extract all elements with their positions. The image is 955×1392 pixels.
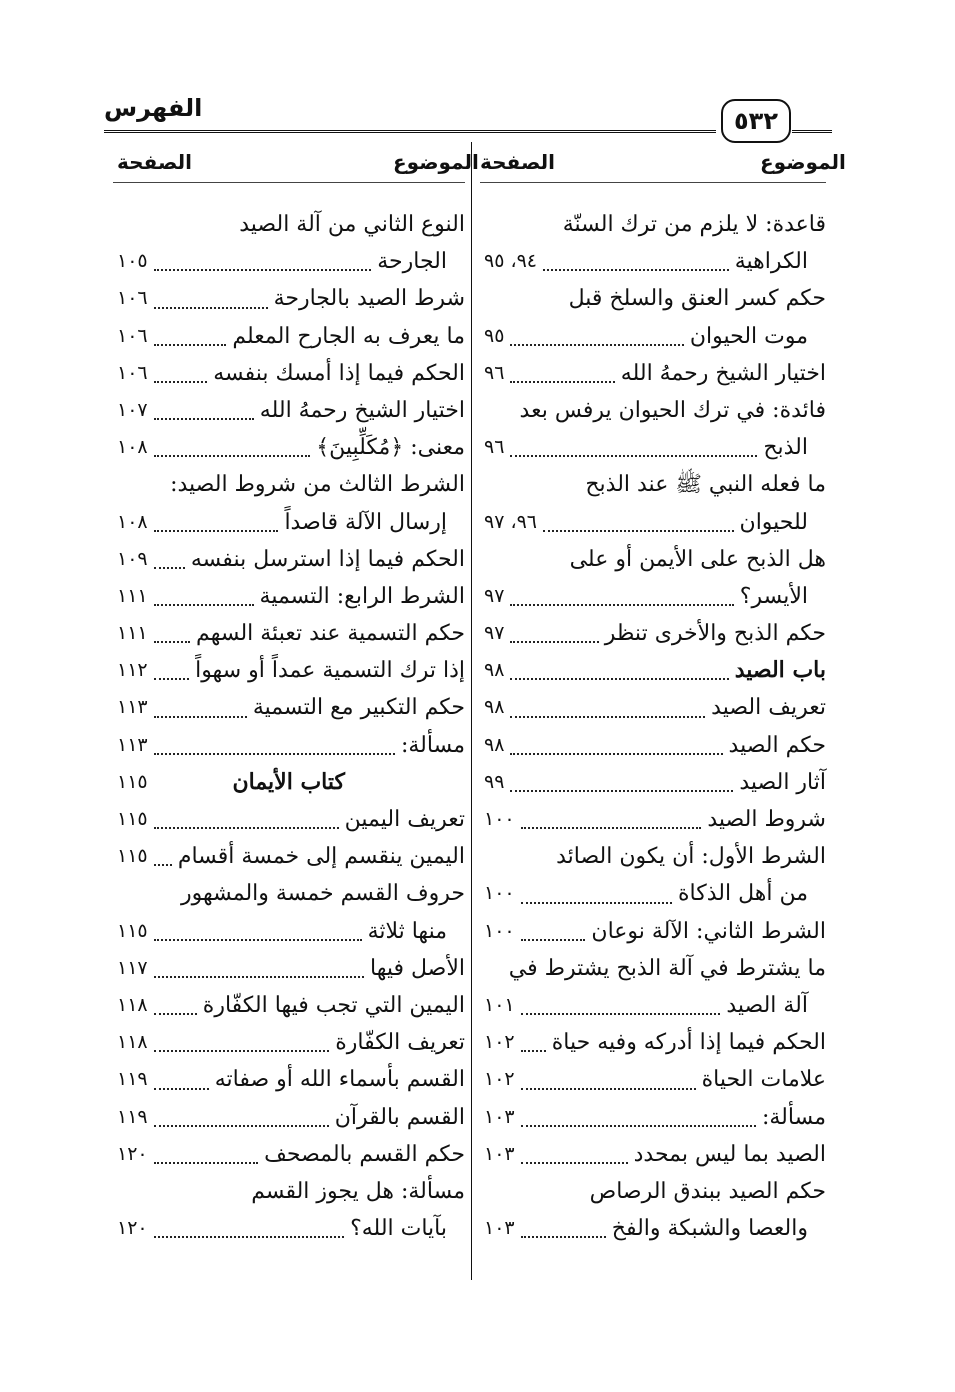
dot-leader <box>510 753 722 755</box>
dot-leader <box>154 641 190 643</box>
dot-leader <box>521 1088 696 1090</box>
entry-page: ٩٧ <box>484 584 505 607</box>
entry-page: ٩٥ <box>484 324 505 347</box>
index-entry <box>480 801 826 838</box>
entry-topic: حكم كسر العنق والسلخ قبل <box>568 286 826 312</box>
index-entry <box>113 392 465 429</box>
index-entry <box>480 243 826 280</box>
entry-topic: شرط الصيد بالجارحة <box>273 286 465 312</box>
index-entry <box>113 1136 465 1173</box>
dot-leader <box>543 530 734 532</box>
entry-topic: الأيسر؟ <box>739 583 808 609</box>
index-entry <box>480 987 826 1024</box>
left-topic-header: الموضوع <box>393 150 479 174</box>
dot-leader <box>543 269 729 271</box>
index-entry <box>113 875 465 912</box>
column-separator <box>471 142 472 1280</box>
index-entry <box>113 1099 465 1136</box>
entry-topic: معنى: ﴿مُكَلِّبِينَ﴾ <box>316 435 465 461</box>
index-entry <box>480 875 826 912</box>
index-entry <box>113 541 465 578</box>
entry-topic: إرسال الآلة قاصداً <box>284 509 447 535</box>
entry-topic: باب الصيد <box>734 657 826 684</box>
index-entry <box>480 429 826 466</box>
entry-topic: اختيار الشيخ رحمهُ الله <box>259 397 465 423</box>
entry-page: ١١٥ <box>117 808 148 830</box>
dot-leader <box>154 716 247 718</box>
index-entry <box>113 913 465 950</box>
entry-topic: تعريف اليمين <box>344 807 465 832</box>
index-entry <box>480 578 826 615</box>
index-entry <box>113 764 465 801</box>
dot-leader <box>154 381 208 383</box>
dot-leader <box>510 716 705 718</box>
entry-page: ١١٩ <box>117 1068 148 1091</box>
dot-leader <box>154 827 339 829</box>
right-header-rule <box>480 182 826 183</box>
index-entry <box>113 1061 465 1098</box>
index-entry <box>480 689 826 726</box>
entry-page: ١٠٦ <box>117 324 148 347</box>
index-entry <box>480 838 826 875</box>
index-entry <box>113 280 465 317</box>
entry-page: ١٠٠ <box>484 882 515 905</box>
right-page-header: الصفحة <box>480 150 556 174</box>
entry-page: ١٢٠ <box>117 1142 148 1165</box>
entry-page: ١١٩ <box>117 1105 148 1128</box>
entry-page: ١١١ <box>117 584 148 607</box>
entry-topic: حكم الصيد ببندق الرصاص <box>589 1178 826 1204</box>
dot-leader <box>154 1236 344 1238</box>
entry-page: ١١٨ <box>117 1031 148 1054</box>
right-index-column <box>480 206 826 1247</box>
dot-leader <box>510 455 757 457</box>
entry-topic: مسألة: <box>400 732 465 758</box>
header-rule-left <box>104 130 716 133</box>
entry-topic: تعريف الكفّارة <box>335 1030 465 1056</box>
entry-page: ١٠٣ <box>484 1142 515 1165</box>
index-entry <box>480 1210 826 1247</box>
entry-page: ١١١ <box>117 622 148 645</box>
entry-topic: الأصل فيها <box>370 955 465 981</box>
entry-page: ٩٦، ٩٧ <box>484 510 538 533</box>
dot-leader <box>521 827 702 829</box>
entry-page: ٩٨ <box>484 733 505 756</box>
dot-leader <box>521 1013 721 1015</box>
entry-topic: حكم التسمية عند تعبئة السهم <box>196 621 465 647</box>
dot-leader <box>154 753 395 755</box>
dot-leader <box>154 567 185 569</box>
index-entry <box>113 727 465 764</box>
entry-page: ١٠٥ <box>117 250 148 273</box>
entry-topic: حكم الذبح والأخرى تنظر <box>604 621 826 647</box>
entry-page: ١١٨ <box>117 993 148 1016</box>
entry-topic: بآيات الله؟ <box>350 1216 447 1242</box>
left-index-column <box>113 206 465 1247</box>
dot-leader <box>154 604 254 606</box>
entry-topic: إذا ترك التسمية عمداً أو سهواً <box>195 658 465 684</box>
entry-topic: ما يعرف به الجارح المعلم <box>232 323 465 349</box>
left-header-rule <box>113 182 465 183</box>
dot-leader <box>510 678 728 680</box>
entry-topic: للحيوان <box>739 509 808 535</box>
entry-topic: الشرط الثالث من شروط الصيد: <box>170 472 465 498</box>
entry-topic: الشرط الأول: أن يكون الصائد <box>556 844 826 870</box>
dot-leader <box>154 269 372 271</box>
dot-leader <box>154 1013 197 1015</box>
entry-page: ٩٦ <box>484 436 505 459</box>
entry-page: ١٠٠ <box>484 919 515 942</box>
entry-topic: الحكم فيما إذا أمسك بنفسه <box>213 360 465 386</box>
section-title: الفهرس <box>104 94 203 122</box>
index-entry <box>480 1061 826 1098</box>
entry-topic: مسألة: هل يجوز القسم <box>251 1178 465 1204</box>
entry-topic: الشرط الثاني: الآلة نوعان <box>591 918 826 944</box>
index-entry <box>480 1099 826 1136</box>
entry-topic: الكراهية <box>734 249 808 275</box>
index-entry <box>480 318 826 355</box>
entry-topic: القسم بأسماء الله أو صفاته <box>214 1067 465 1093</box>
index-entry <box>480 504 826 541</box>
dot-leader <box>521 1162 628 1164</box>
index-entry <box>113 578 465 615</box>
index-entry <box>480 764 826 801</box>
index-entry <box>480 541 826 578</box>
entry-topic: الحكم فيما إذا أدركه وفيه حياة <box>551 1030 826 1056</box>
entry-topic: حكم التكبير مع التسمية <box>252 695 465 721</box>
index-entry <box>480 950 826 987</box>
index-entry <box>113 206 465 243</box>
entry-page: ١٠٨ <box>117 510 148 533</box>
entry-page: ٩٩ <box>484 770 505 793</box>
index-entry <box>480 615 826 652</box>
index-entry <box>480 1024 826 1061</box>
entry-topic: الصيد بما ليس بمحدد <box>633 1141 826 1167</box>
entry-topic: هل الذبح على الأيمن أو على <box>569 546 826 572</box>
index-entry <box>113 652 465 689</box>
dot-leader <box>154 1162 258 1164</box>
entry-topic: فائدة: في ترك الحيوان يرفس بعد <box>519 397 826 423</box>
entry-topic: حكم القسم بالمصحف <box>264 1141 465 1167</box>
entry-topic: شروط الصيد <box>707 807 826 832</box>
entry-topic: القسم بالقرآن <box>334 1104 465 1130</box>
entry-page: ١٠٣ <box>484 1217 515 1240</box>
index-entry <box>113 355 465 392</box>
entry-topic: مسألة: <box>761 1104 826 1130</box>
index-entry <box>113 1210 465 1247</box>
entry-topic: آثار الصيد <box>739 769 826 795</box>
dot-leader <box>154 864 172 866</box>
index-entry <box>113 466 465 503</box>
dot-leader <box>510 604 733 606</box>
index-entry <box>480 206 826 243</box>
entry-topic: ما فعله النبي ﷺ عند الذبح <box>585 472 826 498</box>
index-entry <box>480 727 826 764</box>
index-entry <box>480 1173 826 1210</box>
entry-page: ٩٦ <box>484 361 505 384</box>
entry-topic: من أهل الذكاة <box>678 881 808 907</box>
entry-topic: اليمين ينقسم إلى خمسة أقسام <box>177 844 465 870</box>
entry-topic: تعريف الصيد <box>711 695 826 721</box>
index-entry <box>113 950 465 987</box>
entry-page: ٩٧ <box>484 622 505 645</box>
entry-topic: الجارحة <box>377 249 447 275</box>
entry-page: ٩٤، ٩٥ <box>484 250 538 273</box>
dot-leader <box>154 1088 209 1090</box>
index-entry <box>113 987 465 1024</box>
entry-page: ٩٨ <box>484 696 505 719</box>
entry-page: ١٠٨ <box>117 436 148 459</box>
dot-leader <box>154 344 227 346</box>
entry-page: ١٠٧ <box>117 398 148 421</box>
entry-page: ١٠٢ <box>484 1068 515 1091</box>
entry-page: ١٠٩ <box>117 547 148 570</box>
entry-page: ١١٥ <box>117 845 148 868</box>
header-rule-right <box>792 130 832 133</box>
index-entry <box>113 1024 465 1061</box>
index-entry <box>480 652 826 689</box>
index-entry <box>113 689 465 726</box>
dot-leader <box>154 307 268 309</box>
dot-leader <box>521 902 672 904</box>
index-entry <box>113 504 465 541</box>
entry-topic: حروف القسم خمسة والمشهور <box>180 881 465 907</box>
entry-page: ١١٧ <box>117 956 148 979</box>
entry-page: ١٢٠ <box>117 1217 148 1240</box>
entry-page: ١٠٦ <box>117 287 148 310</box>
entry-topic: والعصا والشبكة والفخ <box>611 1216 808 1242</box>
entry-topic: آلة الصيد <box>726 992 808 1018</box>
index-entry <box>480 392 826 429</box>
index-entry <box>480 466 826 503</box>
entry-topic: علامات الحياة <box>701 1067 826 1093</box>
entry-topic: ما يشترط في آلة الذبح يشترط في <box>508 955 826 981</box>
entry-page: ١٠٦ <box>117 361 148 384</box>
dot-leader <box>154 1050 330 1052</box>
entry-topic: موت الحيوان <box>689 323 808 349</box>
index-entry <box>113 429 465 466</box>
index-entry <box>113 615 465 652</box>
dot-leader <box>521 1050 546 1052</box>
entry-page: ١٠٢ <box>484 1031 515 1054</box>
index-entry <box>480 280 826 317</box>
entry-topic: الشرط الرابع: التسمية <box>259 583 465 609</box>
dot-leader <box>154 530 279 532</box>
left-page-header: الصفحة <box>117 150 193 174</box>
dot-leader <box>521 1236 606 1238</box>
entry-page: ١٠٣ <box>484 1105 515 1128</box>
entry-topic: كتاب الأيمان <box>232 768 345 795</box>
entry-page: ١١٣ <box>117 733 148 756</box>
dot-leader <box>154 976 364 978</box>
index-entry <box>480 355 826 392</box>
dot-leader <box>154 1125 329 1127</box>
entry-topic: قاعدة: لا يلزم من ترك السنّة <box>562 212 826 237</box>
dot-leader <box>510 790 733 792</box>
dot-leader <box>521 939 586 941</box>
dot-leader <box>154 678 189 680</box>
index-entry <box>480 913 826 950</box>
index-entry <box>113 838 465 875</box>
dot-leader <box>510 381 614 383</box>
index-entry <box>113 801 465 838</box>
dot-leader <box>154 939 362 941</box>
entry-topic: اختيار الشيخ رحمهُ الله <box>620 360 826 386</box>
entry-topic: اليمين التي تجب فيها الكفّارة <box>202 992 465 1018</box>
entry-topic: منها ثلاثة <box>367 918 447 944</box>
dot-leader <box>510 344 683 346</box>
dot-leader <box>521 1125 756 1127</box>
entry-page: ٩٨ <box>484 659 505 682</box>
right-topic-header: الموضوع <box>760 150 846 174</box>
entry-topic: الحكم فيما إذا استرسل بنفسه <box>190 546 465 572</box>
entry-page: ١١٢ <box>117 659 148 682</box>
index-entry <box>113 243 465 280</box>
entry-page: ١٠١ <box>484 993 515 1016</box>
dot-leader <box>154 455 311 457</box>
index-entry <box>113 318 465 355</box>
entry-page: ١١٥ <box>117 919 148 942</box>
page-number: ٥٣٢ <box>721 99 791 143</box>
entry-page: ١١٣ <box>117 696 148 719</box>
entry-page: ١٠٠ <box>484 808 515 830</box>
dot-leader <box>154 418 254 420</box>
index-entry <box>480 1136 826 1173</box>
entry-topic: الذبح <box>763 435 808 461</box>
entry-page: ١١٥ <box>117 770 148 793</box>
entry-topic: النوع الثاني من آلة الصيد <box>239 212 465 237</box>
index-entry <box>113 1173 465 1210</box>
dot-leader <box>510 641 598 643</box>
entry-topic: حكم الصيد <box>728 732 826 758</box>
